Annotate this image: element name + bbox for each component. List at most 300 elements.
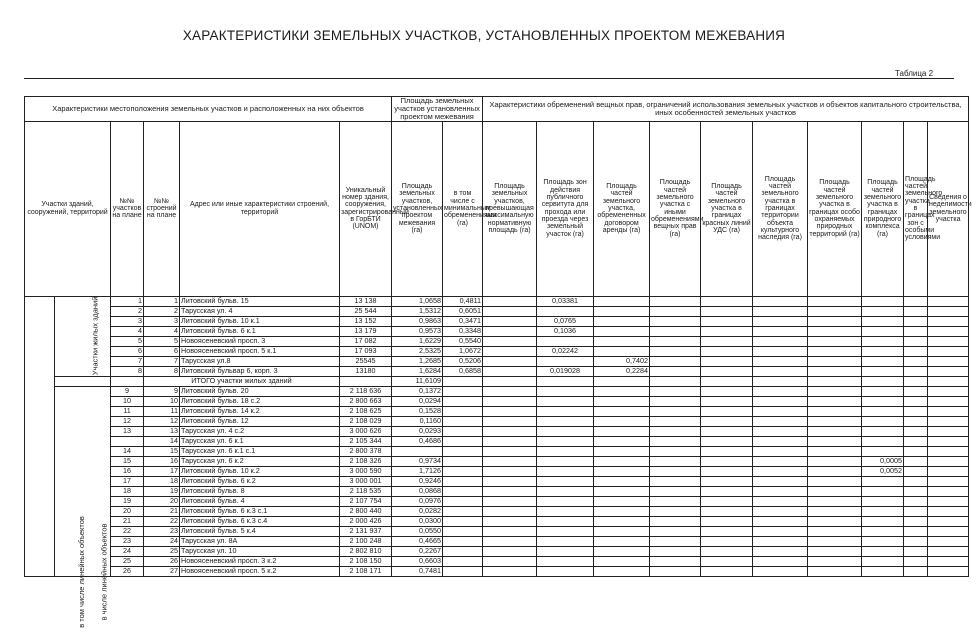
empty-cell [808, 306, 862, 316]
empty-cell [808, 476, 862, 486]
column-header-9: Площадь зон действия публичного сервитута для прохода или проезда через земельный участок (га) [537, 121, 594, 296]
building-number-cell: 3 [144, 316, 180, 326]
natural-complex-cell [862, 506, 904, 516]
empty-cell [862, 336, 904, 346]
empty-cell [808, 416, 862, 426]
empty-cell [928, 416, 969, 426]
unom-cell: 17 082 [340, 336, 392, 346]
building-number-cell: 11 [144, 406, 180, 416]
empty-cell [928, 436, 969, 446]
empty-cell [753, 546, 808, 556]
address-cell: Литовский бульв. 10 к.2 [180, 466, 340, 476]
empty-cell [443, 396, 483, 406]
empty-cell [808, 406, 862, 416]
empty-cell [483, 516, 537, 526]
address-cell: Тарусская ул. 6 к.1 [180, 436, 340, 446]
building-number-cell: 17 [144, 466, 180, 476]
empty-cell [537, 396, 594, 406]
unom-cell: 2 108 625 [340, 406, 392, 416]
empty-cell [928, 456, 969, 466]
empty-cell [701, 416, 753, 426]
area-cell: 1,7126 [392, 466, 443, 476]
lease-cell: 0,7402 [594, 356, 650, 366]
empty-cell [753, 506, 808, 516]
area-cell: 0,1528 [392, 406, 443, 416]
address-cell: Литовский бульв. 6 к.2 [180, 476, 340, 486]
empty-cell [483, 546, 537, 556]
empty-cell [928, 406, 969, 416]
plot-number-cell [111, 436, 144, 446]
empty-cell [650, 516, 701, 526]
empty-cell [650, 386, 701, 396]
red-line-cell [701, 336, 753, 346]
min-encumbrance-cell: 0,5206 [443, 356, 483, 366]
empty-cell [701, 536, 753, 546]
empty-cell [443, 386, 483, 396]
empty-cell [928, 366, 969, 376]
empty-cell [594, 506, 650, 516]
empty-cell [928, 426, 969, 436]
building-number-cell: 10 [144, 396, 180, 406]
building-number-cell: 2 [144, 306, 180, 316]
empty-cell [701, 466, 753, 476]
empty-cell [537, 426, 594, 436]
servitude-cell: 0,02242 [537, 346, 594, 356]
subtotal-label: ИТОГО участки жилых зданий [144, 376, 340, 386]
empty-cell [537, 456, 594, 466]
area-cell: 0,1160 [392, 416, 443, 426]
empty-cell [594, 536, 650, 546]
empty-cell [650, 446, 701, 456]
area-cell: 0,1372 [392, 386, 443, 396]
empty-cell [443, 416, 483, 426]
area-cell: 0,0550 [392, 526, 443, 536]
empty-cell [594, 556, 650, 566]
address-cell: Тарусская ул. 6 к.1 с.1 [180, 446, 340, 456]
plot-number-cell: 22 [111, 526, 144, 536]
empty-cell [753, 316, 808, 326]
empty-cell [443, 526, 483, 536]
column-header-12: Площадь частей земельного участка в границах красных линий УДС (га) [701, 121, 753, 296]
empty-cell [443, 406, 483, 416]
empty-cell [904, 536, 928, 546]
red-line-cell [701, 326, 753, 336]
building-number-cell: 14 [144, 436, 180, 446]
building-number-cell: 4 [144, 326, 180, 336]
table-row [25, 396, 969, 406]
empty-cell [483, 506, 537, 516]
empty-cell [650, 566, 701, 576]
address-cell: Литовский бульв. 10 к.1 [180, 316, 340, 326]
empty-cell [904, 326, 928, 336]
address-cell: Тарусская ул.8 [180, 356, 340, 366]
plot-number-cell: 8 [111, 366, 144, 376]
empty-cell [753, 486, 808, 496]
empty-cell [537, 436, 594, 446]
table-row [25, 546, 969, 556]
table-body [25, 296, 969, 628]
empty-cell [701, 506, 753, 516]
natural-complex-cell [862, 496, 904, 506]
natural-complex-cell [862, 486, 904, 496]
empty-cell [443, 456, 483, 466]
empty-cell [928, 316, 969, 326]
other-encumbrance-cell [650, 296, 701, 306]
empty-cell [862, 296, 904, 306]
building-number-cell: 19 [144, 486, 180, 496]
unom-cell: 3 000 626 [340, 426, 392, 436]
empty-cell [483, 486, 537, 496]
empty-cell [701, 526, 753, 536]
plot-number-cell: 1 [111, 296, 144, 306]
empty-cell [594, 386, 650, 396]
area-cell: 0,7481 [392, 566, 443, 576]
empty-cell [594, 476, 650, 486]
table-row [25, 436, 969, 446]
table-row [25, 446, 969, 456]
servitude-cell: 0,019028 [537, 366, 594, 376]
empty-cell [904, 356, 928, 366]
plot-number-cell: 19 [111, 496, 144, 506]
empty-cell [808, 436, 862, 446]
servitude-cell [537, 356, 594, 366]
building-number-cell: 15 [144, 446, 180, 456]
empty-cell [594, 546, 650, 556]
column-header-8: Площадь земельных участков, превышающая максимальную нормативную площадь (га) [483, 121, 537, 296]
empty-cell [808, 546, 862, 556]
table-row [25, 466, 969, 476]
address-cell: Новоясеневский просп. 5 к.2 [180, 566, 340, 576]
empty-cell [483, 406, 537, 416]
empty-cell [701, 486, 753, 496]
natural-complex-cell [862, 556, 904, 566]
empty-cell [753, 386, 808, 396]
plot-number-cell: 4 [111, 326, 144, 336]
empty-cell [443, 536, 483, 546]
table-row [25, 456, 969, 466]
natural-complex-cell: 0,0052 [862, 466, 904, 476]
plot-number-cell: 24 [111, 546, 144, 556]
column-header-14: Площадь частей земельного участка в границах особо охраняемых природных территорий (га) [808, 121, 862, 296]
area-cell: 0,2267 [392, 546, 443, 556]
table-row [25, 476, 969, 486]
plot-number-cell: 12 [111, 416, 144, 426]
lease-cell [594, 296, 650, 306]
natural-complex-cell [862, 546, 904, 556]
empty-cell [928, 516, 969, 526]
empty-cell [928, 536, 969, 546]
unom-cell: 2 108 326 [340, 456, 392, 466]
empty-cell [928, 526, 969, 536]
excess-area-cell [483, 296, 537, 306]
servitude-cell: 0,03381 [537, 296, 594, 306]
natural-complex-cell [862, 566, 904, 576]
empty-cell [701, 476, 753, 486]
natural-complex-cell [862, 476, 904, 486]
empty-cell [753, 446, 808, 456]
area-cell: 1,6229 [392, 336, 443, 346]
empty-cell [904, 436, 928, 446]
empty-cell [808, 396, 862, 406]
building-number-cell: 7 [144, 356, 180, 366]
empty-cell [862, 306, 904, 316]
empty-cell [483, 556, 537, 566]
table-row [25, 536, 969, 546]
address-cell: Литовский бульвар 6, корп. 3 [180, 366, 340, 376]
empty-cell [55, 376, 111, 386]
empty-cell [928, 476, 969, 486]
other-encumbrance-cell [650, 306, 701, 316]
column-header-3: №№ строений на плане [144, 121, 180, 296]
empty-cell [483, 456, 537, 466]
empty-cell [701, 496, 753, 506]
table-row [25, 296, 969, 306]
empty-cell [753, 366, 808, 376]
column-header-2: №№ участков на плане [111, 121, 144, 296]
building-number-cell: 16 [144, 456, 180, 466]
empty-cell [594, 416, 650, 426]
empty-cell [753, 346, 808, 356]
title-divider [24, 78, 954, 79]
empty-cell [753, 376, 808, 386]
plot-number-cell: 10 [111, 396, 144, 406]
empty-cell [483, 566, 537, 576]
empty-cell [808, 316, 862, 326]
lease-cell [594, 346, 650, 356]
empty-cell [753, 396, 808, 406]
group-header-encumbrance: Характеристики обременений вещных прав, ограничений использования земельных участков и объектов капитального строительства, иных особенностей земельных участков [483, 97, 969, 122]
section-residential-text: Участки жилых зданий [90, 296, 100, 376]
unom-cell: 2 000 426 [340, 516, 392, 526]
empty-cell [594, 426, 650, 436]
table-row [25, 556, 969, 566]
unom-cell: 3 000 001 [340, 476, 392, 486]
excess-area-cell [483, 326, 537, 336]
empty-cell [904, 376, 928, 386]
min-encumbrance-cell: 0,6051 [443, 306, 483, 316]
natural-complex-cell [862, 426, 904, 436]
table-row [25, 526, 969, 536]
empty-cell [808, 456, 862, 466]
building-number-cell: 20 [144, 496, 180, 506]
empty-cell [537, 486, 594, 496]
empty-cell [904, 566, 928, 576]
group-header-area: Площадь земельных участков установленных проектом межевания [392, 97, 483, 122]
plot-number-cell: 5 [111, 336, 144, 346]
empty-cell [650, 396, 701, 406]
building-number-cell: 27 [144, 566, 180, 576]
empty-cell [862, 366, 904, 376]
empty-cell [483, 376, 537, 386]
table-row [25, 366, 969, 376]
address-cell: Новоясеневский просп. 3 [180, 336, 340, 346]
empty-cell [594, 446, 650, 456]
area-cell: 0,9246 [392, 476, 443, 486]
empty-cell [650, 506, 701, 516]
empty-cell [753, 556, 808, 566]
natural-complex-cell [862, 536, 904, 546]
empty-cell [928, 386, 969, 396]
subtotal-value: 11,6109 [392, 376, 443, 386]
empty-cell [701, 546, 753, 556]
building-number-cell: 25 [144, 546, 180, 556]
area-cell: 0,4665 [392, 536, 443, 546]
empty-cell [753, 296, 808, 306]
building-number-cell: 12 [144, 416, 180, 426]
empty-cell [443, 516, 483, 526]
empty-cell [928, 466, 969, 476]
address-cell: Тарусская ул. 4 с.2 [180, 426, 340, 436]
empty-cell [594, 376, 650, 386]
empty-cell [537, 526, 594, 536]
empty-cell [808, 356, 862, 366]
empty-cell [862, 326, 904, 336]
column-header-6: Площадь земельных участков, установленных проектом межевания (га) [392, 121, 443, 296]
empty-cell [537, 506, 594, 516]
empty-cell [753, 436, 808, 446]
empty-cell [594, 436, 650, 446]
table-row [25, 406, 969, 416]
empty-cell [483, 496, 537, 506]
empty-cell [808, 376, 862, 386]
address-cell: Литовский бульв. 6 к.1 [180, 326, 340, 336]
empty-cell [808, 466, 862, 476]
natural-complex-cell [862, 396, 904, 406]
area-cell: 0,0294 [392, 396, 443, 406]
building-number-cell: 5 [144, 336, 180, 346]
empty-cell [701, 376, 753, 386]
lease-cell [594, 336, 650, 346]
empty-cell [904, 526, 928, 536]
other-encumbrance-cell [650, 326, 701, 336]
natural-complex-cell [862, 516, 904, 526]
empty-cell [537, 476, 594, 486]
column-header-16: Площадь частей земельного участка в границах зон с особыми условиями [904, 121, 928, 296]
empty-cell [443, 446, 483, 456]
empty-cell [928, 306, 969, 316]
empty-cell [808, 506, 862, 516]
empty-cell [904, 556, 928, 566]
area-cell: 0,0868 [392, 486, 443, 496]
empty-cell [701, 436, 753, 446]
empty-cell [537, 556, 594, 566]
area-cell: 2,5325 [392, 346, 443, 356]
empty-cell [928, 566, 969, 576]
area-cell: 1,2685 [392, 356, 443, 366]
min-encumbrance-cell: 0,4811 [443, 296, 483, 306]
empty-cell [537, 546, 594, 556]
empty-cell [650, 456, 701, 466]
empty-cell [904, 426, 928, 436]
natural-complex-cell [862, 406, 904, 416]
empty-cell [928, 546, 969, 556]
unom-cell: 2 105 344 [340, 436, 392, 446]
unom-cell: 2 118 636 [340, 386, 392, 396]
empty-cell [904, 546, 928, 556]
group-header-location: Характеристики местоположения земельных участков и расположенных на них объектов [25, 97, 392, 122]
empty-cell [701, 386, 753, 396]
empty-cell [650, 436, 701, 446]
column-header-4: Адрес или иные характеристики строений, территорий [180, 121, 340, 296]
area-cell: 0,9573 [392, 326, 443, 336]
empty-cell [928, 356, 969, 366]
column-header-1: Участки зданий, сооружений, территорий [25, 121, 111, 296]
empty-cell [650, 376, 701, 386]
min-encumbrance-cell: 1,0672 [443, 346, 483, 356]
empty-cell [928, 296, 969, 306]
excess-area-cell [483, 346, 537, 356]
empty-cell [928, 396, 969, 406]
empty-cell [483, 436, 537, 446]
red-line-cell [701, 356, 753, 366]
empty-cell [443, 466, 483, 476]
column-header-5: Уникальный номер здания, сооружения, зарегистрированный в ГорБТИ (UNOM) [340, 121, 392, 296]
other-encumbrance-cell [650, 366, 701, 376]
address-cell: Литовский бульв. 20 [180, 386, 340, 396]
empty-cell [650, 496, 701, 506]
empty-cell [443, 506, 483, 516]
empty-cell [904, 366, 928, 376]
empty-cell [808, 566, 862, 576]
empty-cell [594, 566, 650, 576]
empty-cell [928, 486, 969, 496]
other-encumbrance-cell [650, 336, 701, 346]
building-number-cell: 18 [144, 476, 180, 486]
unom-cell: 13 152 [340, 316, 392, 326]
plot-number-cell: 25 [111, 556, 144, 566]
empty-cell [862, 376, 904, 386]
empty-cell [594, 516, 650, 526]
plot-number-cell: 23 [111, 536, 144, 546]
empty-cell [537, 466, 594, 476]
empty-cell [701, 426, 753, 436]
area-cell: 0,0293 [392, 426, 443, 436]
plot-number-cell: 9 [111, 386, 144, 396]
group-header-row [25, 97, 969, 122]
empty-cell [808, 496, 862, 506]
empty-cell [483, 536, 537, 546]
empty-cell [701, 446, 753, 456]
unom-cell: 2 800 378 [340, 446, 392, 456]
building-number-cell: 13 [144, 426, 180, 436]
excess-area-cell [483, 336, 537, 346]
column-header-15: Площадь частей земельного участка в границах природного комплекса (га) [862, 121, 904, 296]
area-cell: 1,6284 [392, 366, 443, 376]
natural-complex-cell [862, 526, 904, 536]
empty-cell [808, 426, 862, 436]
natural-complex-cell: 0,0005 [862, 456, 904, 466]
column-header-7: в том числе с минимальным обременениями (га) [443, 121, 483, 296]
plot-number-cell: 16 [111, 466, 144, 476]
min-encumbrance-cell: 0,5540 [443, 336, 483, 346]
plot-number-cell: 13 [111, 426, 144, 436]
empty-cell [483, 416, 537, 426]
empty-cell [753, 476, 808, 486]
table-row [25, 566, 969, 576]
empty-cell [928, 556, 969, 566]
table-row [25, 506, 969, 516]
empty-cell [537, 516, 594, 526]
empty-cell [443, 426, 483, 436]
empty-cell [808, 296, 862, 306]
address-cell: Литовский бульв. 6 к.3 с.4 [180, 516, 340, 526]
empty-cell [443, 476, 483, 486]
table-row [25, 386, 969, 396]
empty-cell [904, 336, 928, 346]
min-encumbrance-cell: 0,6858 [443, 366, 483, 376]
plot-number-cell: 11 [111, 406, 144, 416]
empty-cell [483, 466, 537, 476]
